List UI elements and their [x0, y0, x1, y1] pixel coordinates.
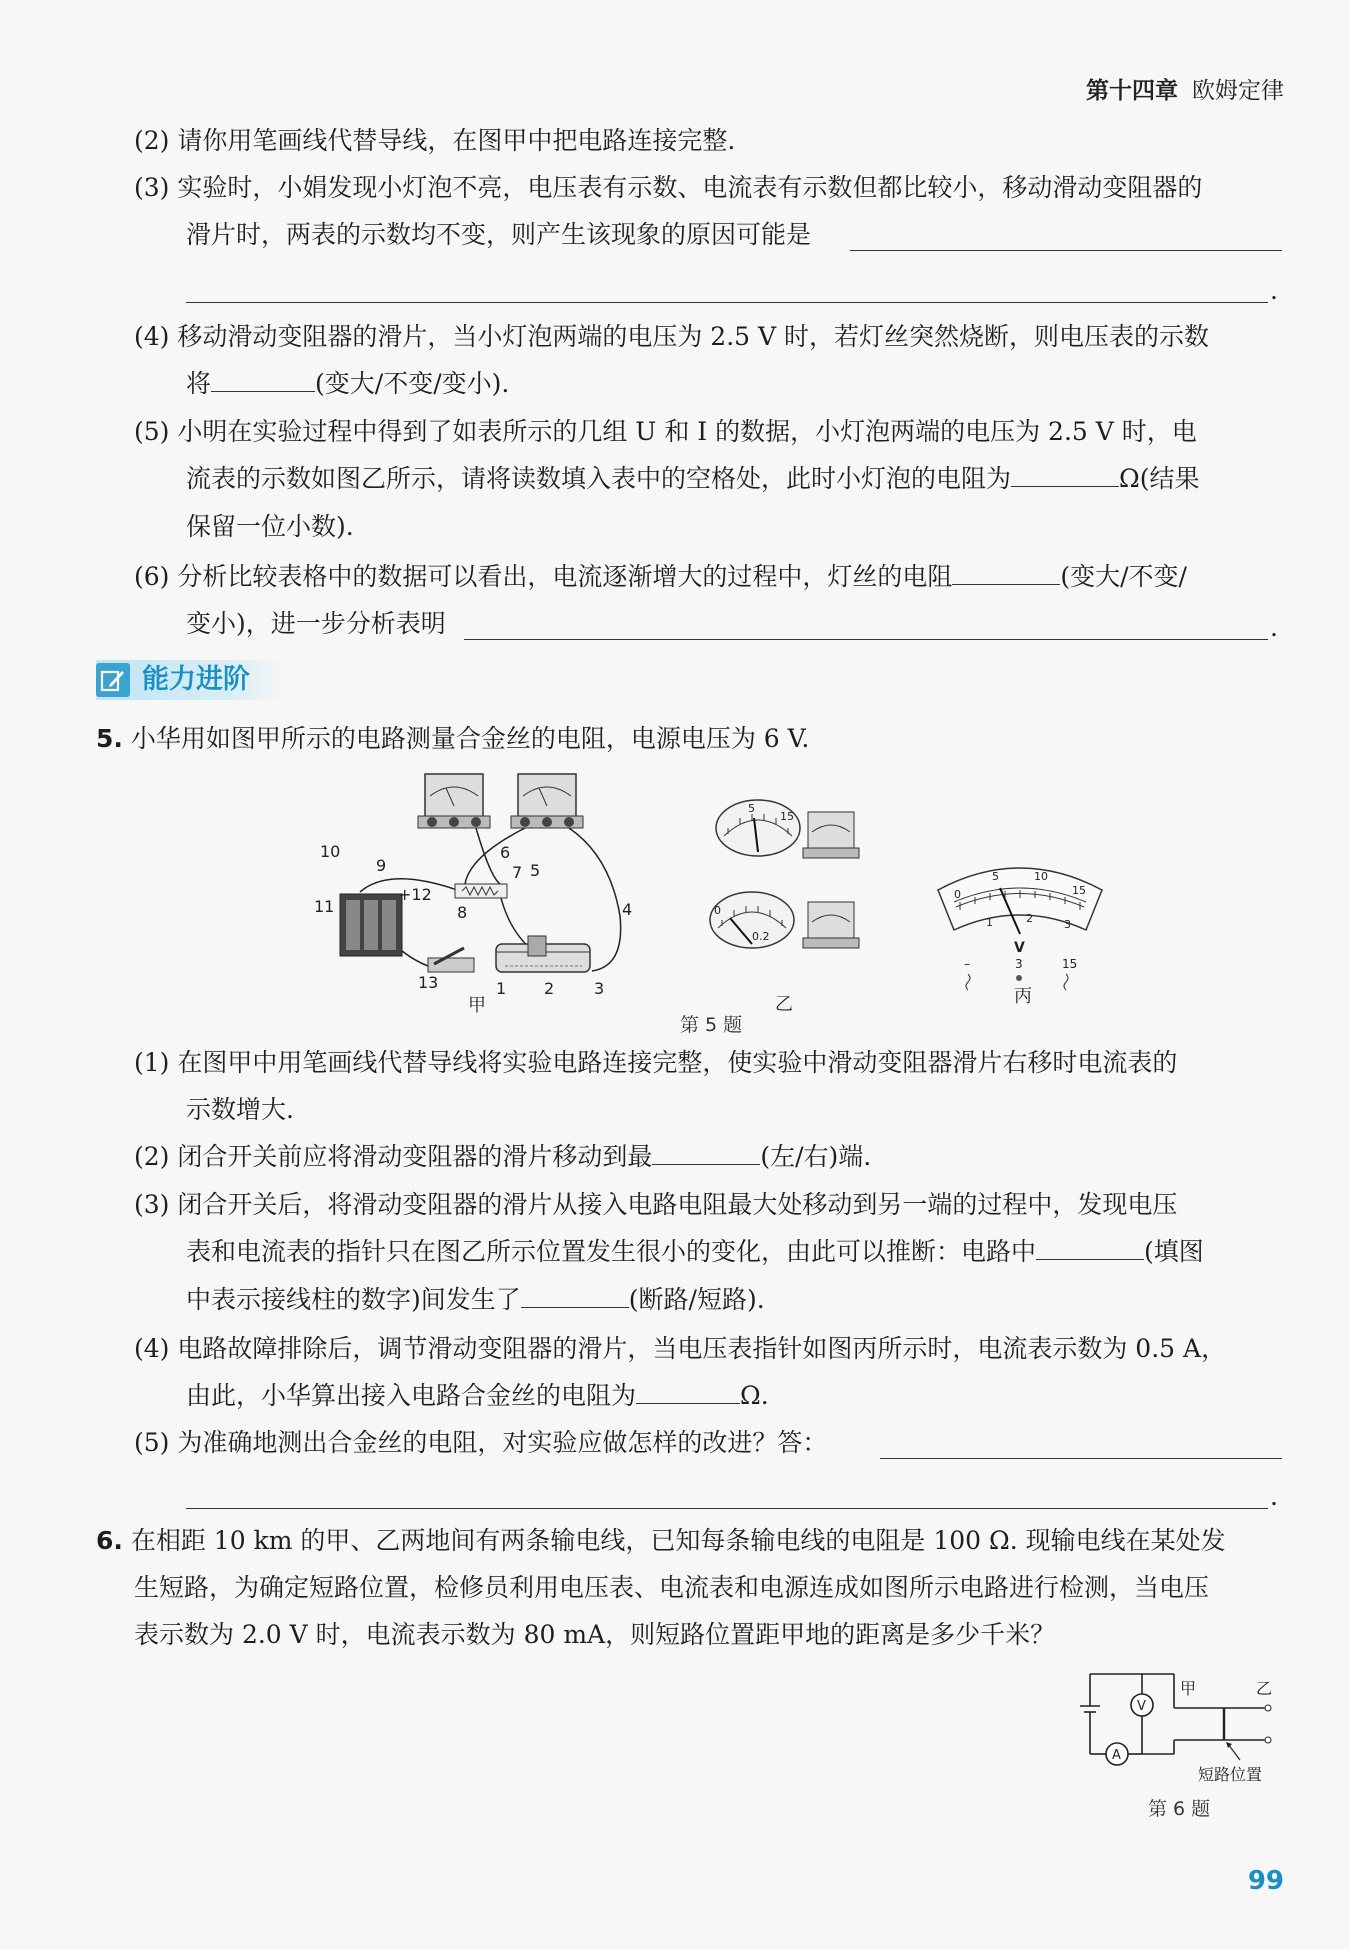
chapter-title: 欧姆定律 — [1192, 78, 1284, 104]
dial-tick: 5 — [992, 870, 999, 883]
section-title: 能力进阶 — [142, 664, 250, 695]
dial-tick: 0 — [954, 888, 961, 901]
label-yi: 乙 — [1256, 1679, 1273, 1698]
ammeter-symbol: A — [1112, 1748, 1121, 1763]
ammeter-icon — [803, 902, 859, 948]
dial-tick: 1 — [986, 916, 993, 929]
alloy-wire-board-icon — [455, 884, 507, 898]
terminal-label: 11 — [314, 897, 335, 916]
q5-part1-line2: 示数增大. — [186, 1095, 294, 1124]
chapter-label: 第十四章 — [1086, 78, 1178, 104]
q4-part5-line2: 流表的示数如图乙所示，请将读数填入表中的空格处，此时小灯泡的电阻为 Ω(结果 — [186, 464, 1200, 493]
q4-part5-line1: (5) 小明在实验过程中得到了如表所示的几组 U 和 I 的数据，小灯泡两端的电压为 2.5 V 时，电 — [134, 417, 1197, 446]
terminal-label: 7 — [512, 863, 523, 882]
period: . — [1270, 276, 1278, 305]
q5-part5-blank-a — [880, 1458, 1282, 1459]
magnified-dial-icon — [716, 800, 800, 856]
terminal-label: 13 — [418, 973, 439, 992]
q5-part5: (5) 为准确地测出合金丝的电阻，对实验应做怎样的改进？答： — [134, 1428, 828, 1457]
dial-tick: 3 — [1064, 918, 1071, 931]
terminal-label: +12 — [398, 885, 432, 904]
q4-part3-blank-b — [186, 302, 1268, 303]
q5-part3-line2: 表和电流表的指针只在图乙所示位置发生很小的变化，由此可以推断：电路中 (填图 — [186, 1237, 1204, 1266]
q4-part3-line2: 滑片时，两表的示数均不变，则产生该现象的原因可能是 — [186, 220, 812, 249]
dial-tick: 0.2 — [752, 930, 770, 943]
battery-icon — [340, 894, 402, 956]
q4-part5-line3: 保留一位小数). — [186, 512, 354, 541]
q4-part6-line2: 变小)，进一步分析表明 — [186, 609, 446, 638]
dial-unit: V — [1014, 940, 1025, 956]
figure-label-yi: 乙 — [775, 994, 793, 1015]
label-short-position: 短路位置 — [1198, 1765, 1263, 1784]
dial-tick: 5 — [748, 802, 755, 815]
voltmeter-icon — [803, 812, 859, 858]
terminal-label: 15 — [1062, 957, 1078, 971]
terminal-label: 1 — [496, 979, 507, 998]
q5-part5-blank-b — [186, 1508, 1268, 1509]
q5-stem: 5. 小华用如图甲所示的电路测量合金丝的电阻，电源电压为 6 V. — [96, 724, 810, 753]
figure-6-short-circuit-diagram — [1070, 1664, 1290, 1784]
period: . — [1270, 613, 1278, 642]
figure-5-caption: 第 5 题 — [680, 1014, 743, 1036]
figure-label-jia: 甲 — [468, 995, 486, 1016]
q4-part6-line1: (6) 分析比较表格中的数据可以看出，电流逐渐增大的过程中，灯丝的电阻 (变大/不变/ — [134, 562, 1187, 591]
figure-6-caption: 第 6 题 — [1148, 1798, 1211, 1820]
q5-part1-line1: (1) 在图甲中用笔画线代替导线将实验电路连接完整，使实验中滑动变阻器滑片右移时电流表的 — [134, 1048, 1178, 1077]
terminal-label: 3 — [594, 979, 605, 998]
dial-tick: 15 — [1072, 884, 1086, 897]
terminal-label: 3 — [1015, 957, 1023, 971]
dial-tick: 2 — [1026, 912, 1033, 925]
terminal-label: 10 — [320, 842, 341, 861]
terminal-label: 2 — [544, 979, 555, 998]
dial-tick: 10 — [1034, 870, 1048, 883]
terminal-label: 6 — [500, 843, 511, 862]
figure-5-yi-meters — [700, 790, 870, 1020]
q5-part2: (2) 闭合开关前应将滑动变阻器的滑片移动到最 (左/右)端. — [134, 1142, 872, 1171]
terminal-label: – — [964, 957, 970, 971]
terminal-label: 5 — [530, 861, 541, 880]
dial-tick: 15 — [780, 810, 794, 823]
q6-line1: 6. 在相距 10 km 的甲、乙两地间有两条输电线，已知每条输电线的电阻是 100 Ω. 现输电线在某处发 — [96, 1526, 1226, 1555]
switch-icon — [428, 948, 474, 972]
page-number: 99 — [1247, 1866, 1284, 1896]
voltmeter-symbol: V — [1137, 1699, 1146, 1714]
rheostat-icon — [496, 936, 590, 972]
q6-line3: 表示数为 2.0 V 时，电流表示数为 80 mA，则短路位置距甲地的距离是多少千米？ — [134, 1620, 1056, 1649]
q5-part4-line2: 由此，小华算出接入电路合金丝的电阻为 Ω. — [186, 1381, 769, 1410]
page-header — [1086, 72, 1284, 105]
q6-line2: 生短路，为确定短路位置，检修员利用电压表、电流表和电源连成如图所示电路进行检测，当电压 — [134, 1573, 1210, 1602]
terminal-label: 4 — [622, 900, 633, 919]
terminal-label: 8 — [457, 903, 468, 922]
q4-part3-line1: (3) 实验时，小娟发现小灯泡不亮，电压表有示数、电流表有示数但都比较小，移动滑动变阻器的 — [134, 173, 1203, 202]
terminal-label: 9 — [376, 856, 387, 875]
ammeter-icon — [418, 774, 490, 828]
label-jia: 甲 — [1180, 1679, 1197, 1698]
q4-part2: (2) 请你用笔画线代替导线，在图甲中把电路连接完整. — [134, 126, 736, 155]
q5-part4-line1: (4) 电路故障排除后，调节滑动变阻器的滑片，当电压表指针如图丙所示时，电流表示数为 0.5 A， — [134, 1334, 1227, 1363]
dial-tick: 0 — [714, 904, 721, 917]
pencil-icon — [96, 663, 130, 697]
figure-label-bing: 丙 — [1014, 986, 1032, 1007]
period: . — [1270, 1482, 1278, 1511]
voltmeter-icon — [511, 774, 583, 828]
q5-part3-line3: 中表示接线柱的数字)间发生了 (断路/短路). — [186, 1285, 765, 1314]
section-header — [96, 660, 286, 700]
figure-5-jia-circuit — [300, 766, 640, 1016]
q4-part3-blank-a — [850, 250, 1282, 251]
q5-part3-line1: (3) 闭合开关后，将滑动变阻器的滑片从接入电路电阻最大处移动到另一端的过程中，发现电压 — [134, 1190, 1178, 1219]
magnified-dial-icon — [710, 892, 794, 948]
q4-part6-blank — [464, 639, 1268, 640]
q4-part4-line1: (4) 移动滑动变阻器的滑片，当小灯泡两端的电压为 2.5 V 时，若灯丝突然烧断，则电压表的示数 — [134, 322, 1210, 351]
figure-5-bing-voltmeter-dial — [930, 850, 1110, 1020]
q4-part4-line2: 将 (变大/不变/变小). — [186, 369, 510, 398]
